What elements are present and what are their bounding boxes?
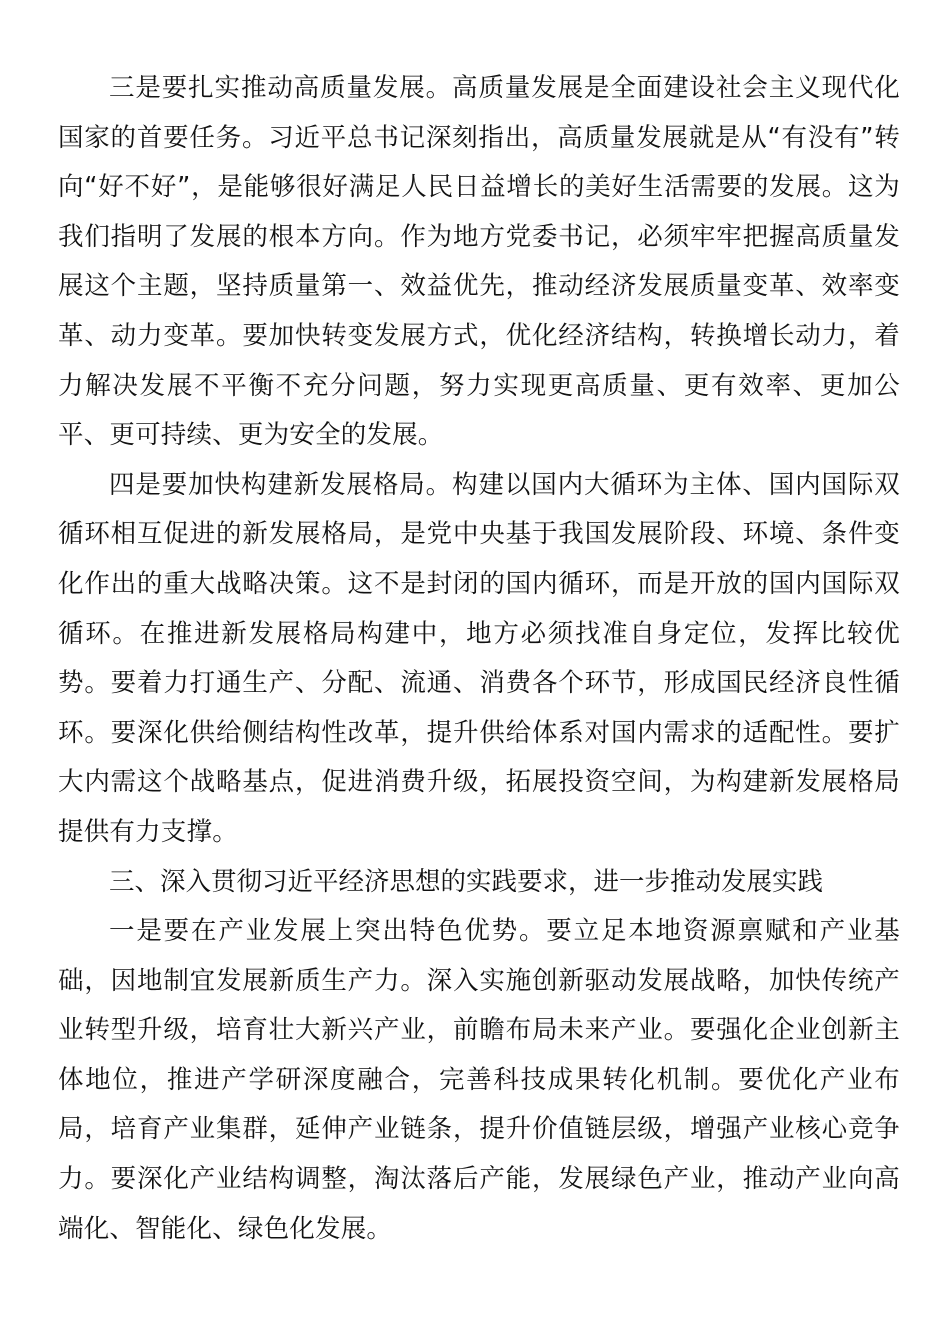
paragraph-new-development-pattern: 四是要加快构建新发展格局。构建以国内大循环为主体、国内国际双循环相互促进的新发展格局，是党中央基于我国发展阶段、环境、条件变化作出的重大战略决策。这不是封闭的国内循环，而是开放的国内国际双循环。在推进新发展格局构建中，地方必须找准自身定位，发挥比较优势。要着力打通生产、分配、流通、消费各个环节，形成国民经济良性循环。要深化供给侧结构性改革，提升供给体系对国内需求的适配性。要扩大内需这个战略基点，促进消费升级，拓展投资空间，为构建新发展格局提供有力支撑。: [58, 469, 900, 847]
paragraph-industrial-development: 一是要在产业发展上突出特色优势。要立足本地资源禀赋和产业基础，因地制宜发展新质生产力。深入实施创新驱动发展战略，加快传统产业转型升级，培育壮大新兴产业，前瞻布局未来产业。要强化企业创新主体地位，推进产学研深度融合，完善科技成果转化机制。要优化产业布局，培育产业集群，延伸产业链条，提升价值链层级，增强产业核心竞争力。要深化产业结构调整，淘汰落后产能，发展绿色产业，推动产业向高端化、智能化、绿色化发展。: [58, 916, 900, 1244]
paragraph-high-quality-development: 三是要扎实推动高质量发展。高质量发展是全面建设社会主义现代化国家的首要任务。习近平总书记深刻指出，高质量发展就是从“有没有”转向“好不好”，是能够很好满足人民日益增长的美好生活需要的发展。这为我们指明了发展的根本方向。作为地方党委书记，必须牢牢把握高质量发展这个主题，坚持质量第一、效益优先，推动经济发展质量变革、效率变革、动力变革。要加快转变发展方式，优化经济结构，转换增长动力，着力解决发展不平衡不充分问题，努力实现更高质量、更有效率、更加公平、更可持续、更为安全的发展。: [58, 73, 900, 451]
section-heading-practice-requirements: 三、深入贯彻习近平经济思想的实践要求，进一步推动发展实践: [109, 866, 824, 897]
document-page: [58, 64, 900, 1254]
